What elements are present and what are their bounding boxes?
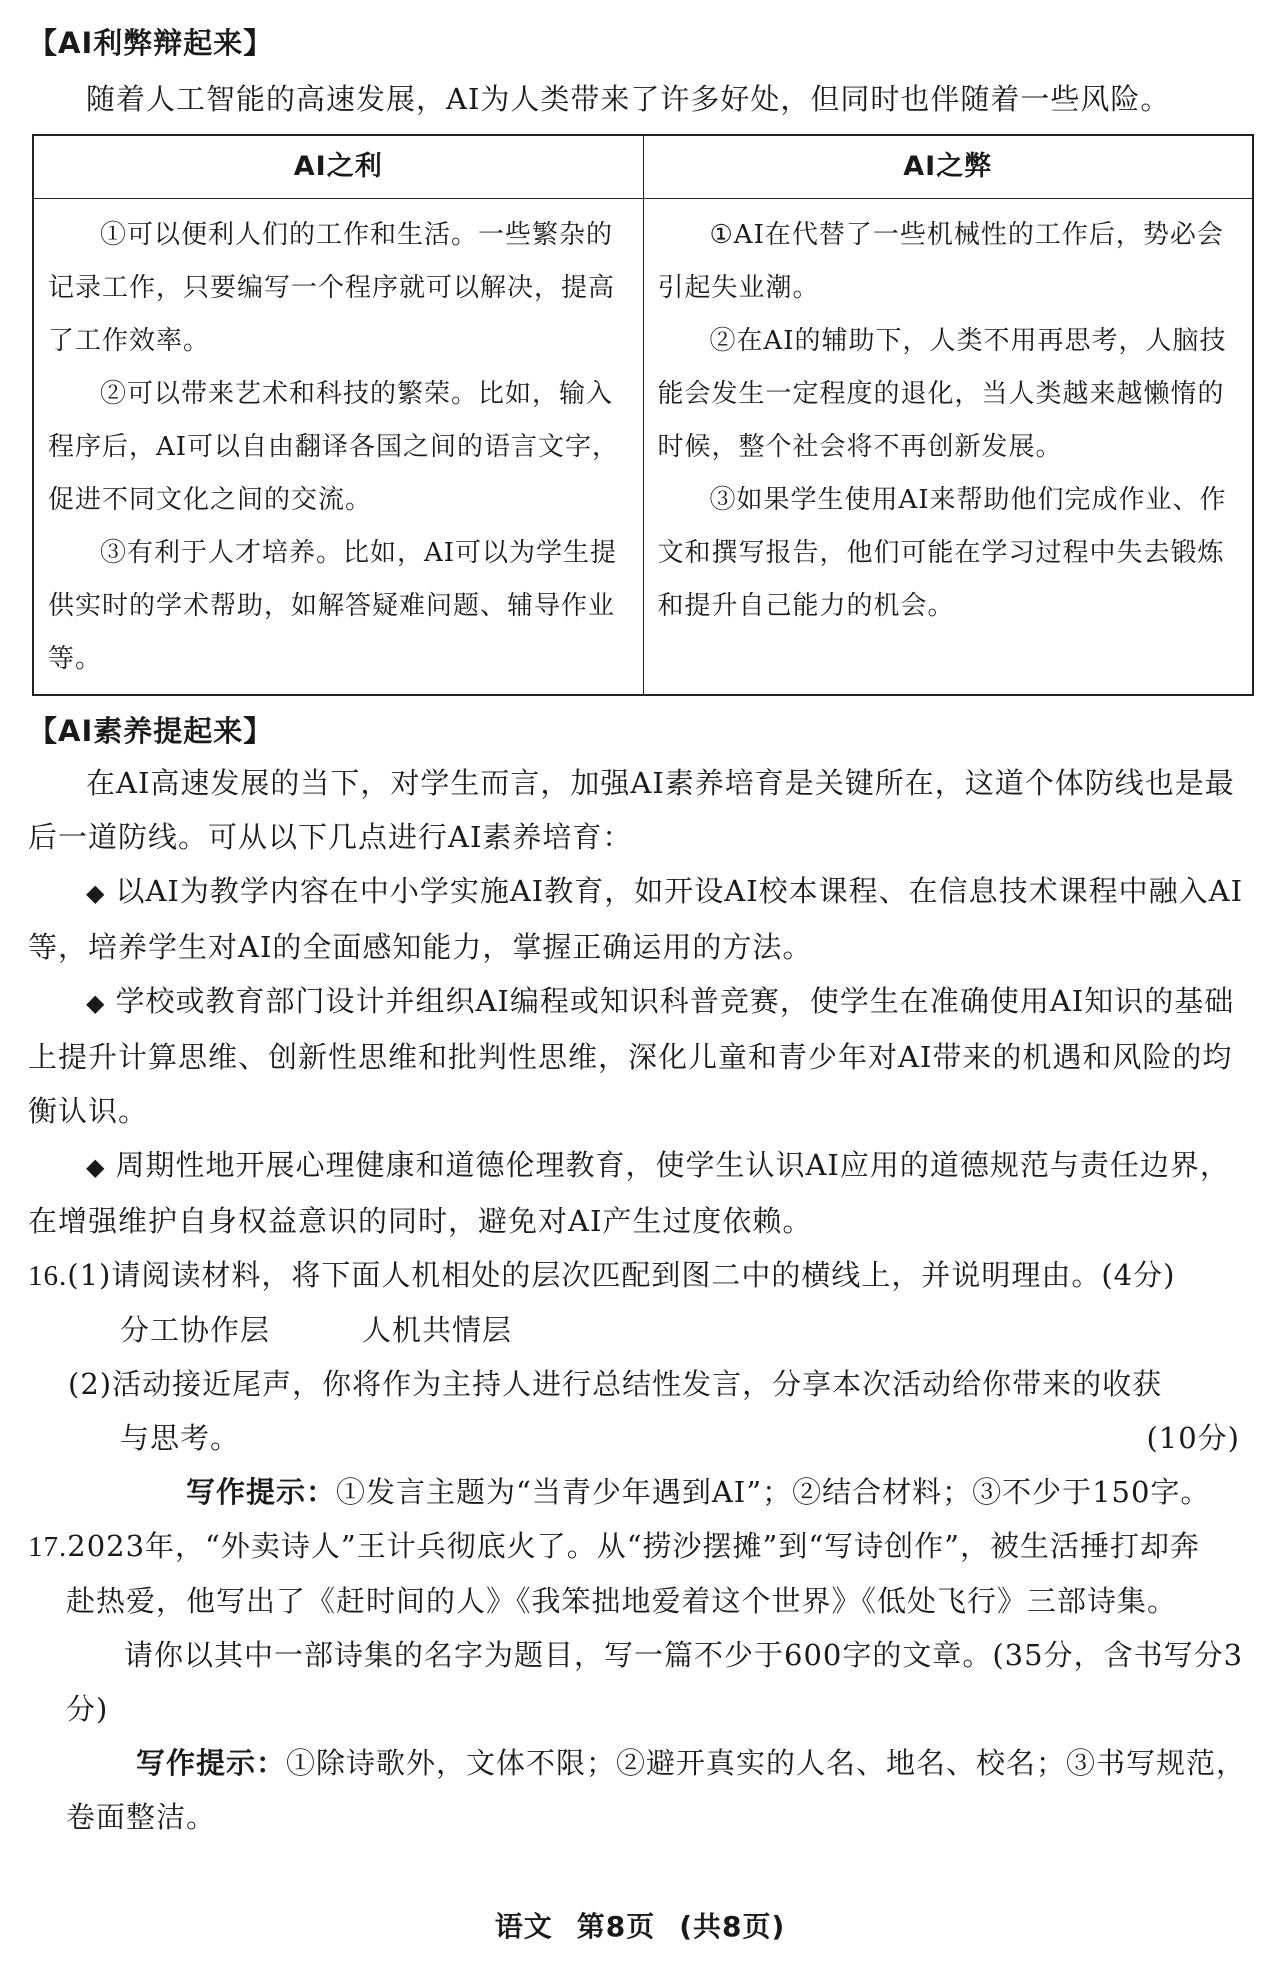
writing-tip-17-cont: 卷面整洁。 [66, 1800, 217, 1834]
tip-text: ①除诗歌外，文体不限；②避开真实的人名、地名、校名；③书写规范， [286, 1746, 1247, 1780]
question-16-part2-cont [120, 1411, 1252, 1465]
pros-cons-table [32, 134, 1254, 696]
footer-total: (共8页) [679, 1910, 786, 1943]
section-heading-pros-cons: 【AI利弊辩起来】 [28, 26, 274, 60]
cons-item: ②在AI的辅助下，人类不用再思考，人脑技能会发生一定程度的退化，当人类越来越懒惰的时候，整个社会将不再创新发展。 [657, 326, 1227, 462]
cons-cell [643, 199, 1253, 696]
question-17-requirement: 请你以其中一部诗集的名字为题目，写一篇不少于600字的文章。(35分，含书写分3分) [66, 1638, 1244, 1726]
option-label: 分工协作层 [120, 1313, 271, 1347]
question-16-part1 [28, 1248, 1252, 1303]
writing-tip-17 [136, 1736, 1252, 1790]
footer-page: 第8页 [576, 1910, 656, 1943]
question-16-options [120, 1303, 1252, 1357]
bullet-text: 周期性地开展心理健康和道德伦理教育，使学生认识AI应用的道德规范与责任边界，在增强维护自身权益意识的同时，避免对AI产生过度依赖。 [28, 1148, 1230, 1238]
pros-item: ①可以便利人们的工作和生活。一些繁杂的记录工作，只要编写一个程序就可以解决，提高了工作效率。 [48, 220, 616, 356]
question-text: 2023年，“外卖诗人”王计兵彻底火了。从“捞沙摆摊”到“写诗创作”，被生活捶打却奔 [67, 1529, 1201, 1563]
pros-item: ③有利于人才培养。比如，AI可以为学生提供实时的学术帮助，如解答疑难问题、辅导作业等。 [48, 538, 618, 674]
question-17-cont: 赴热爱，他写出了《赶时间的人》《我笨拙地爱着这个世界》《低处飞行》三部诗集。 [66, 1584, 1178, 1618]
cons-item: ③如果学生使用AI来帮助他们完成作业、作文和撰写报告，他们可能在学习过程中失去锻炼和提升自己能力的机会。 [657, 485, 1227, 621]
section-intro-pros-cons: 随着人工智能的高速发展，AI为人类带来了许多好处，但同时也伴随着一些风险。 [86, 82, 1171, 116]
literacy-bullet-item [28, 1138, 1252, 1248]
bullet-text: 以AI为教学内容在中小学实施AI教育，如开设AI校本课程、在信息技术课程中融入AI等，培养学生对AI的全面感知能力，掌握正确运用的方法。 [28, 874, 1244, 964]
table-header-pros: AI之利 [33, 135, 643, 199]
score-label: (10分) [1146, 1421, 1240, 1455]
literacy-bullet-item [28, 864, 1252, 974]
tip-label: 写作提示： [136, 1746, 287, 1780]
question-17 [28, 1519, 1252, 1574]
diamond-bullet-icon: ◆ [86, 879, 106, 907]
question-text: (1)请阅读材料，将下面人机相处的层次匹配到图二中的横线上，并说明理由。(4分) [67, 1258, 1176, 1292]
cons-item: ①AI在代替了一些机械性的工作后，势必会引起失业潮。 [657, 220, 1224, 303]
diamond-bullet-icon: ◆ [86, 989, 106, 1017]
question-16-part2: (2)活动接近尾声，你将作为主持人进行总结性发言，分享本次活动给你带来的收获 [68, 1367, 1163, 1401]
table-header-cons: AI之弊 [643, 135, 1253, 199]
diamond-bullet-icon: ◆ [86, 1153, 106, 1181]
pros-cell [33, 199, 643, 696]
question-number: 17. [28, 1531, 68, 1563]
tip-text: ①发言主题为“当青少年遇到AI”；②结合材料；③不少于150字。 [336, 1475, 1211, 1509]
page-footer [0, 1900, 1280, 1954]
writing-tip-16 [186, 1465, 1252, 1519]
pros-item: ②可以带来艺术和科技的繁荣。比如，输入程序后，AI可以自由翻译各国之间的语言文字，促进不同文化之间的交流。 [48, 379, 620, 515]
literacy-bullet-item [28, 974, 1252, 1138]
bullet-text: 学校或教育部门设计并组织AI编程或知识科普竞赛，使学生在准确使用AI知识的基础上提升计算思维、创新性思维和批判性思维，深化儿童和青少年对AI带来的机遇和风险的均衡认识。 [28, 984, 1235, 1128]
footer-subject: 语文 [494, 1910, 553, 1943]
option-label: 人机共情层 [362, 1313, 513, 1347]
question-number: 16. [28, 1260, 68, 1292]
question-text: 与思考。 [120, 1421, 241, 1455]
section-heading-literacy: 【AI素养提起来】 [28, 714, 274, 748]
section-intro-literacy: 在AI高速发展的当下，对学生而言，加强AI素养培育是关键所在，这道个体防线也是最后一道防线。可从以下几点进行AI素养培育： [28, 766, 1235, 854]
tip-label: 写作提示： [186, 1475, 337, 1509]
